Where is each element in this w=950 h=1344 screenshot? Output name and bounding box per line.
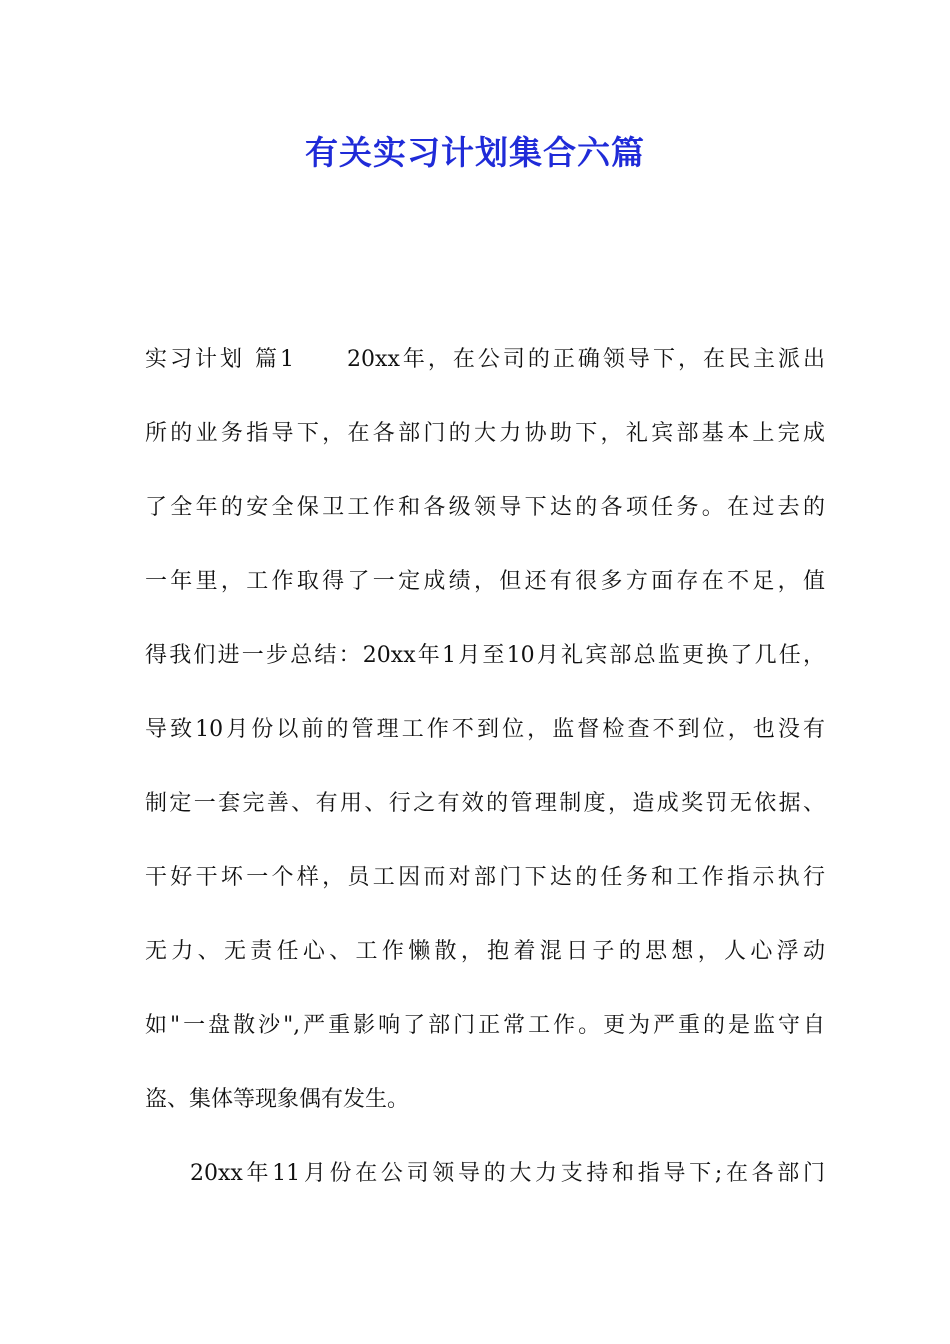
paragraph-line: 如"一盘散沙",严重影响了部门正常工作。更为严重的是监守自 xyxy=(145,1013,825,1038)
paragraph-line: 所的业务指导下，在各部门的大力协助下，礼宾部基本上完成 xyxy=(145,421,825,446)
paragraph-line: 导致10月份以前的管理工作不到位，监督检查不到位，也没有 xyxy=(145,717,825,742)
paragraph-line: 一年里，工作取得了一定成绩，但还有很多方面存在不足，值 xyxy=(145,569,825,594)
paragraph-line: 制定一套完善、有用、行之有效的管理制度，造成奖罚无依据、 xyxy=(145,791,825,816)
paragraph-line: 实习计划 篇1 20xx年，在公司的正确领导下，在民主派出 xyxy=(145,347,825,372)
paragraph-line: 了全年的安全保卫工作和各级领导下达的各项任务。在过去的 xyxy=(145,495,825,520)
paragraph-line: 盗、集体等现象偶有发生。 xyxy=(145,1087,410,1112)
document-title: 有关实习计划集合六篇 xyxy=(305,133,645,172)
paragraph-line: 干好干坏一个样，员工因而对部门下达的任务和工作指示执行 xyxy=(145,865,825,890)
paragraph-line: 得我们进一步总结：20xx年1月至10月礼宾部总监更换了几任， xyxy=(145,643,825,668)
paragraph-line: 无力、无责任心、工作懒散，抱着混日子的思想，人心浮动 xyxy=(145,939,825,964)
paragraph-line: 20xx年11月份在公司领导的大力支持和指导下;在各部门 xyxy=(190,1161,825,1186)
